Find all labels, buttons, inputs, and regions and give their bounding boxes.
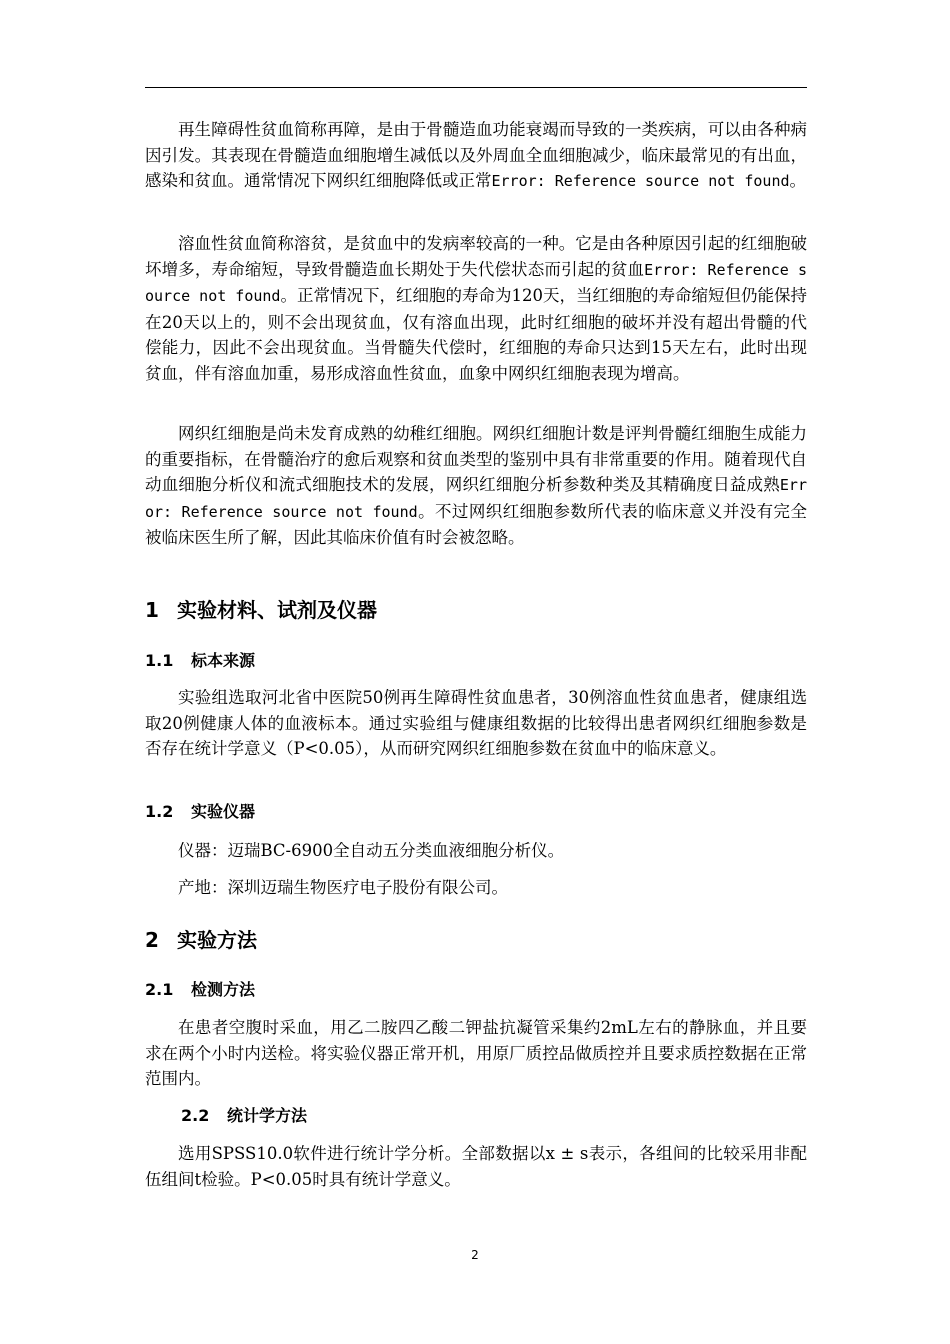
paragraph-text: 网织红细胞是尚未发育成熟的幼稚红细胞。网织红细胞计数是评判骨髓红细胞生成能力的重要指标，在骨髓治疗的愈后观察和贫血类型的鉴别中具有非常重要的作用。随着现代自动血细胞分析仪和流式细胞技术的发展，网织红细胞分析参数种类及其精确度日益成熟 — [145, 424, 807, 494]
section-heading-1 — [145, 596, 377, 624]
paragraph-text: 溶血性贫血简称溶贫，是贫血中的发病率较高的一种。它是由各种原因引起的红细胞破坏增多，寿命缩短，导致骨髓造血长期处于失代偿状态而引起的贫血 — [145, 234, 807, 279]
paragraph-text: 。正常情况下，红细胞的寿命为120天，当红细胞的寿命缩短但仍能保持在20天以上的，则不会出现贫血，仅有溶血出现，此时红细胞的破坏并没有超出骨髓的代偿能力，因此不会出现贫血。当骨髓失代偿时，红细胞的寿命只达到15天左右，此时出现贫血，伴有溶血加重，易形成溶血性贫血，血象中网织红细胞表现为增高。 — [145, 286, 807, 383]
section-heading-1-2 — [145, 800, 255, 824]
section-title: 实验方法 — [177, 928, 257, 952]
paragraph-hemolytic-anemia — [145, 231, 807, 386]
paragraph-specimen-source: 实验组选取河北省中医院50例再生障碍性贫血患者，30例溶血性贫血患者，健康组选取20例健康人体的血液标本。通过实验组与健康组数据的比较得出患者网织红细胞参数是否存在统计学意义（P<0.05），从而研究网织红细胞参数在贫血中的临床意义。 — [145, 688, 807, 758]
section-number: 2.2 — [181, 1106, 210, 1125]
header-rule — [145, 87, 807, 88]
paragraph-aplastic-anemia — [145, 117, 807, 195]
reference-error: Error: Reference source not found — [145, 476, 807, 521]
section-number: 1.1 — [145, 651, 174, 670]
section-heading-2-2 — [181, 1104, 307, 1128]
paragraph-instrument: 仪器：迈瑞BC-6900全自动五分类血液细胞分析仪。 — [178, 841, 565, 860]
section-heading-2-1 — [145, 978, 255, 1002]
section-title: 标本来源 — [191, 651, 256, 670]
section-title: 实验仪器 — [191, 802, 256, 821]
paragraph-text: 再生障碍性贫血简称再障，是由于骨髓造血功能衰竭而导致的一类疾病，可以由各种病因引发。其表现在骨髓造血细胞增生减低以及外周血全血细胞减少，临床最常见的有出血，感染和贫血。通常情况下网织红细胞降低或正常 — [145, 120, 807, 190]
paragraph-statistics: 选用SPSS10.0软件进行统计学分析。全部数据以x ± s表示，各组间的比较采用非配伍组间t检验。P<0.05时具有统计学意义。 — [145, 1144, 807, 1189]
section-title: 统计学方法 — [227, 1106, 308, 1125]
section-heading-1-1 — [145, 649, 255, 673]
page-number: 2 — [471, 1248, 479, 1262]
paragraph-text: 。不过网织红细胞参数所代表的临床意义并没有完全被临床医生所了解，因此其临床价值有时会被忽略。 — [145, 501, 807, 547]
section-heading-2 — [145, 926, 257, 954]
paragraph-detection-method: 在患者空腹时采血，用乙二胺四乙酸二钾盐抗凝管采集约2mL左右的静脉血，并且要求在两个小时内送检。将实验仪器正常开机，用原厂质控品做质控并且要求质控数据在正常范围内。 — [145, 1018, 807, 1088]
section-number: 2.1 — [145, 980, 174, 999]
section-number: 1.2 — [145, 802, 174, 821]
section-title: 检测方法 — [191, 980, 256, 999]
paragraph-origin: 产地：深圳迈瑞生物医疗电子股份有限公司。 — [178, 878, 508, 897]
section-number: 2 — [145, 928, 159, 952]
reference-error: Error: Reference source not found — [491, 172, 790, 190]
reference-error: Error: Reference source not found — [145, 260, 808, 305]
paragraph-text: 。 — [789, 171, 807, 190]
section-title: 实验材料、试剂及仪器 — [177, 598, 377, 622]
section-number: 1 — [145, 598, 159, 622]
paragraph-reticulocyte — [145, 421, 807, 551]
